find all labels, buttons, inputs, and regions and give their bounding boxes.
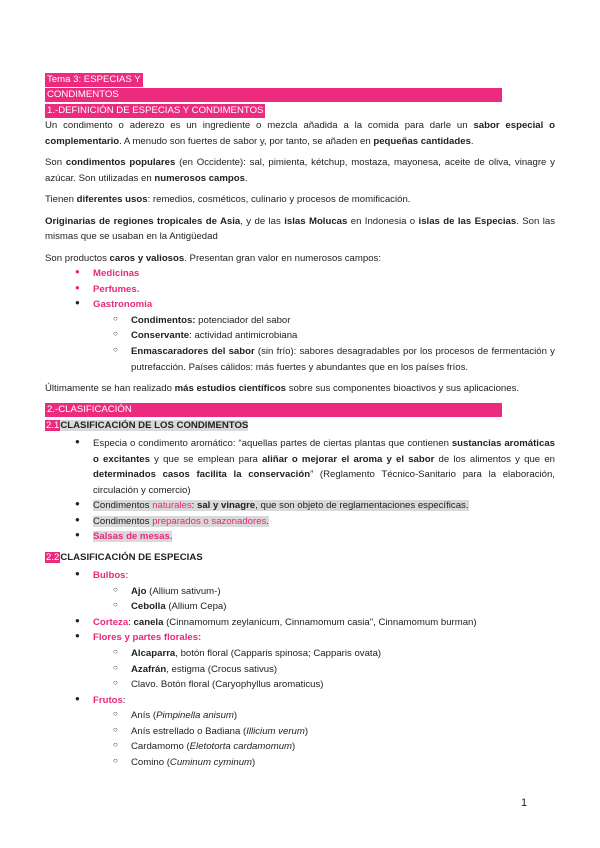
list-item: ○ Cardamomo (Eletotorta cardamomum) — [113, 739, 555, 755]
list-item: ○ Anís (Pimpinella anisum) — [113, 708, 555, 724]
paragraph-value: Son productos caros y valiosos. Presentan gran valor en numerosos campos: — [45, 252, 381, 264]
title-line-2: CONDIMENTOS — [45, 88, 502, 102]
list-item: ● Corteza: canela (Cinnamomum zeylanicum, Cinnamomum casia", Cinnamomum burman) — [75, 615, 555, 631]
section-2-heading: 2.-CLASIFICACIÓN — [45, 403, 502, 417]
list-item: ● Flores y partes florales: ○ Alcaparra, botón floral (Capparis spinosa; Capparis ovata) ○ Azafrán, estigma (Crocus sativus) ○ Clavo. Botón floral (Caryophyllus aromaticus) — [75, 630, 555, 692]
flowers-sublist — [93, 646, 555, 693]
list-item: ● Condimentos naturales: sal y vinagre, que son objeto de reglamentaciones específicas. — [75, 498, 555, 514]
list-item: ○ Condimentos: potenciador del sabor — [113, 313, 555, 329]
list-item: ● Condimentos preparados o sazonadores. — [75, 514, 555, 530]
list-item: ○ Anís estrellado o Badiana (Illicium verum) — [113, 724, 555, 740]
bulbs-sublist — [93, 584, 555, 615]
list-item: ○ Ajo (Allium sativum-) — [113, 584, 555, 600]
paragraph-definition: Un condimento o aderezo es un ingrediente o mezcla añadida a la comida para darle un sabor especial o complementario. A menudo son fuertes de sabor y, por tanto, se añaden en pequeñas cantidades. — [45, 120, 555, 147]
condiments-list — [45, 436, 555, 545]
document-page — [45, 72, 555, 770]
list-item: ○ Cebolla (Allium Cepa) — [113, 599, 555, 615]
list-item: ○ Alcaparra, botón floral (Capparis spinosa; Capparis ovata) — [113, 646, 555, 662]
list-item: ● Perfumes. — [75, 282, 555, 298]
document-title — [45, 72, 555, 102]
list-item: ● Bulbos: ○ Ajo (Allium sativum-) ○ Cebolla (Allium Cepa) — [75, 568, 555, 615]
list-item: ● Especia o condimento aromático: “aquellas partes de ciertas plantas que contienen sustancias aromáticas o excitantes y que se emplean para aliñar o mejorar el aroma y el sabor de los alimentos y que en determinados casos facilita la conservación” (Reglamento Técnico-Sanitario para la elaboración, circulación y comercio) — [75, 436, 555, 498]
subsection-2-2-heading: 2.2CLASIFICACIÓN DE ESPECIAS — [46, 551, 203, 563]
spices-list — [45, 568, 555, 770]
list-item: ● Frutos: ○ Anís (Pimpinella anisum) ○ Anís estrellado o Badiana (Illicium verum) ○ Cardamomo (Eletotorta cardamomum) ○ Comino (Cuminum cyminum) — [75, 693, 555, 771]
title-line-1: Tema 3: ESPECIAS Y — [47, 74, 141, 85]
paragraph-uses: Tienen diferentes usos: remedios, cosméticos, culinario y procesos de momificación. — [45, 194, 411, 206]
list-item: ● Salsas de mesas. — [75, 529, 555, 545]
paragraph-origin: Originarias de regiones tropicales de Asia, y de las islas Molucas en Indonesia o islas de las Especias. Son las mismas que se usaban en la Antigüedad — [45, 215, 555, 243]
page-number: 1 — [521, 797, 528, 809]
list-item: ○ Azafrán, estigma (Crocus sativus) — [113, 662, 555, 678]
list-item: ● Medicinas — [75, 266, 555, 282]
list-item: ○ Conservante: actividad antimicrobiana — [113, 328, 555, 344]
list-item: ○ Comino (Cuminum cyminum) — [113, 755, 555, 771]
section-1-heading: 1.-DEFINICIÓN DE ESPECIAS Y CONDIMENTOS — [47, 104, 264, 116]
uses-list — [45, 266, 555, 375]
gastronomy-sublist — [93, 313, 555, 375]
subsection-2-1-heading: 2.1CLASIFICACIÓN DE LOS CONDIMENTOS — [46, 419, 249, 431]
list-item: ○ Enmascaradores del sabor (sin frío): sabores desagradables por los procesos de fermentación y putrefacción. Países cálidos: más fuertes y abundantes que en los países fríos. — [113, 344, 555, 375]
list-item: ● Gastronomía ○ Condimentos: potenciador del sabor ○ Conservante: actividad antimicrobiana ○ Enmascaradores del sabor (sin frío): sabores desagradables por los procesos de fermentación y putrefacción. Países cálidos: más fuertes y abundantes que en los países fríos. — [75, 297, 555, 375]
paragraph-studies: Últimamente se han realizado más estudios científicos sobre sus componentes bioactivos y sus aplicaciones. — [45, 383, 520, 395]
paragraph-popular: Son condimentos populares (en Occidente): sal, pimienta, kétchup, mostaza, mayonesa, aceite de oliva, vinagre y azúcar. Son utilizadas en numerosos campos. — [45, 157, 555, 184]
list-item: ○ Clavo. Botón floral (Caryophyllus aromaticus) — [113, 677, 555, 693]
fruits-sublist — [93, 708, 555, 770]
